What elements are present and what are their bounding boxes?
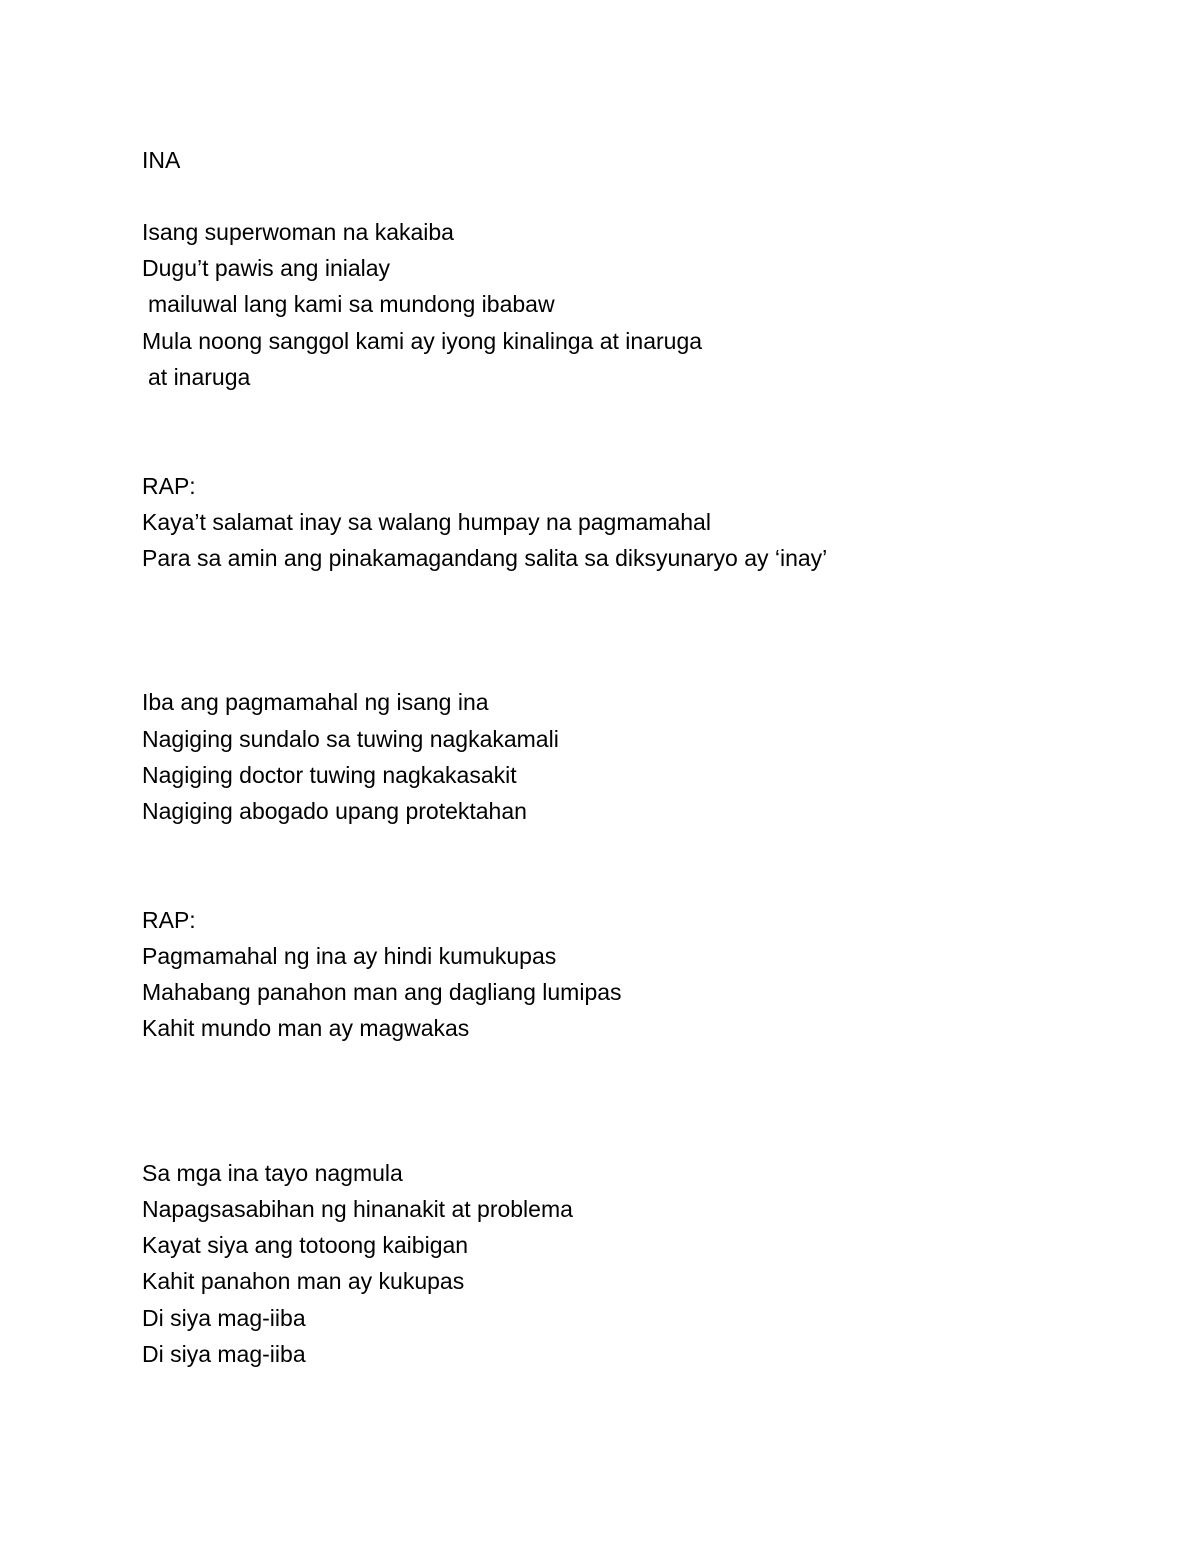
verse3-line: Kayat siya ang totoong kaibigan [142, 1232, 469, 1258]
rap1-label: RAP: [142, 473, 196, 499]
rap2-line: Kahit mundo man ay magwakas [142, 1015, 470, 1041]
verse2-line: Nagiging doctor tuwing nagkakasakit [142, 762, 517, 788]
verse1-line: Mula noong sanggol kami ay iyong kinalinga at inaruga [142, 328, 703, 354]
verse2-line: Iba ang pagmamahal ng isang ina [142, 689, 489, 715]
verse1-line: Isang superwoman na kakaiba [142, 219, 454, 245]
rap1-line: Kaya’t salamat inay sa walang humpay na pagmamahal [142, 509, 711, 535]
rap1-line: Para sa amin ang pinakamagandang salita sa diksyunaryo ay ‘inay’ [142, 545, 828, 571]
verse3-line: Di siya mag-iiba [142, 1305, 306, 1331]
rap2-label: RAP: [142, 907, 196, 933]
verse2-line: Nagiging abogado upang protektahan [142, 798, 527, 824]
verse3-line: Napagsasabihan ng hinanakit at problema [142, 1196, 573, 1222]
verse3-line: Di siya mag-iiba [142, 1341, 306, 1367]
verse1-line: Dugu’t pawis ang inialay [142, 255, 391, 281]
verse1-line: mailuwal lang kami sa mundong ibabaw [148, 291, 555, 317]
rap2-line: Pagmamahal ng ina ay hindi kumukupas [142, 943, 557, 969]
verse3-line: Kahit panahon man ay kukupas [142, 1268, 465, 1294]
song-title: INA [142, 147, 181, 173]
verse2-line: Nagiging sundalo sa tuwing nagkakamali [142, 726, 559, 752]
verse1-line: at inaruga [148, 364, 251, 390]
verse3-line: Sa mga ina tayo nagmula [142, 1160, 403, 1186]
rap2-line: Mahabang panahon man ang dagliang lumipas [142, 979, 622, 1005]
